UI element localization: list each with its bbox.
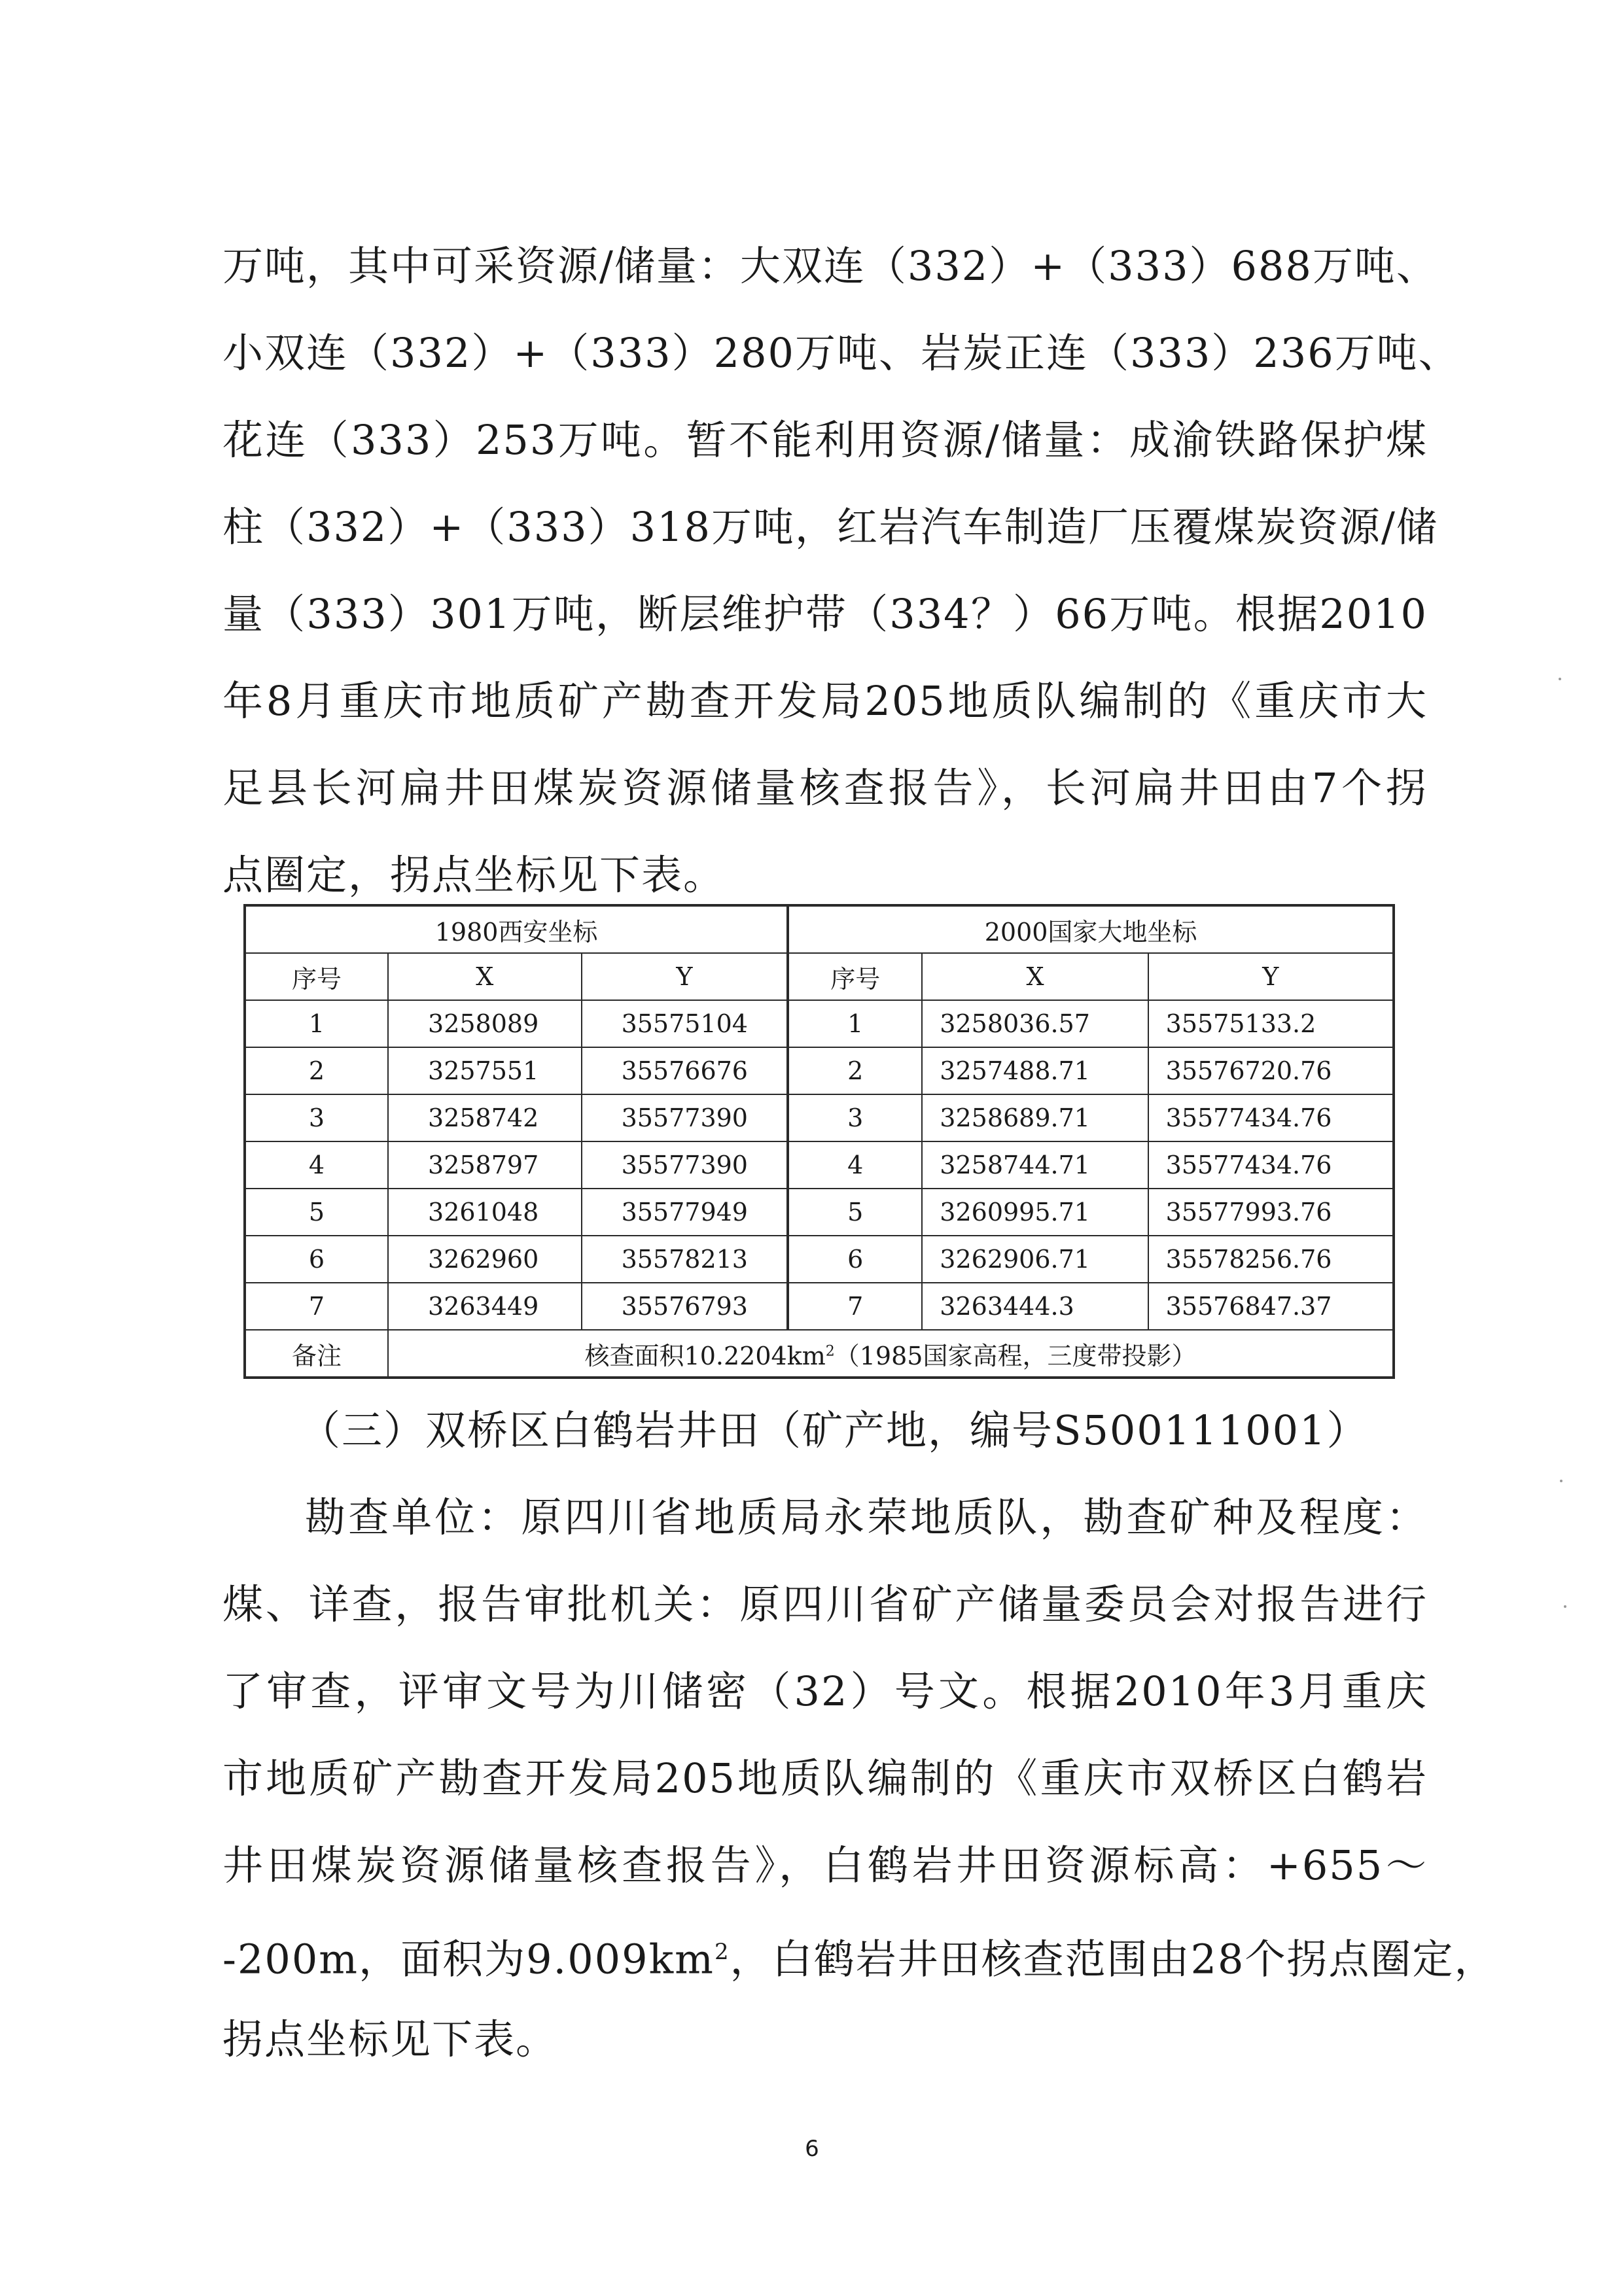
scan-speck <box>1560 1480 1562 1482</box>
cell-x: 3258797 <box>388 1141 582 1189</box>
header-2000-national: 2000国家大地坐标 <box>788 905 1394 953</box>
cell-seq: 4 <box>245 1141 388 1189</box>
remark-label: 备注 <box>245 1330 388 1378</box>
paragraph-line <box>222 1909 1496 1996</box>
table-row <box>245 1189 1394 1236</box>
area-superscript: 2 <box>714 1939 730 1965</box>
cell-seq: 7 <box>245 1283 388 1330</box>
cell-x: 3262906.71 <box>922 1236 1148 1283</box>
cell-y: 35578213 <box>582 1236 788 1283</box>
col-y-header: Y <box>1148 953 1394 1000</box>
cell-x: 3258089 <box>388 1000 582 1047</box>
cell-seq: 2 <box>245 1047 388 1094</box>
scan-speck <box>1559 678 1561 680</box>
cell-seq: 3 <box>788 1094 922 1141</box>
remark-text <box>388 1330 1394 1378</box>
paragraph-line: 花连（333）253万吨。暂不能利用资源/储量：成渝铁路保护煤 <box>222 416 1428 464</box>
remark-area: 核查面积10.2204km <box>584 1341 826 1370</box>
cell-x: 3257551 <box>388 1047 582 1094</box>
cell-seq: 5 <box>245 1189 388 1236</box>
cell-y: 35578256.76 <box>1148 1236 1394 1283</box>
cell-x: 3258742 <box>388 1094 582 1141</box>
cell-seq: 2 <box>788 1047 922 1094</box>
line-part: ，白鹤岩井田核查范围由28个拐点圈定， <box>730 1935 1496 1983</box>
table-row <box>245 1094 1394 1141</box>
cell-x: 3261048 <box>388 1189 582 1236</box>
cell-y: 35577434.76 <box>1148 1094 1394 1141</box>
cell-y: 35577434.76 <box>1148 1141 1394 1189</box>
cell-y: 35576793 <box>582 1283 788 1330</box>
paragraph-line: 井田煤炭资源储量核查报告》，白鹤岩井田资源标高：+655～ <box>222 1841 1428 1889</box>
paragraph-line: 年8月重庆市地质矿产勘查开发局205地质队编制的《重庆市大 <box>222 677 1428 725</box>
header-1980-xian: 1980西安坐标 <box>245 905 788 953</box>
paragraph-line: 勘查单位：原四川省地质局永荣地质队，勘查矿种及程度： <box>305 1493 1428 1541</box>
cell-seq: 5 <box>788 1189 922 1236</box>
cell-x: 3257488.71 <box>922 1047 1148 1094</box>
table-row <box>245 1000 1394 1047</box>
cell-y: 35577993.76 <box>1148 1189 1394 1236</box>
cell-seq: 1 <box>245 1000 388 1047</box>
col-y-header: Y <box>582 953 788 1000</box>
cell-x: 3258036.57 <box>922 1000 1148 1047</box>
table-row <box>245 1047 1394 1094</box>
cell-seq: 4 <box>788 1141 922 1189</box>
scan-speck <box>1564 1605 1566 1608</box>
paragraph-line: 足县长河扁井田煤炭资源储量核查报告》，长河扁井田由7个拐 <box>222 764 1428 812</box>
paragraph-line: 小双连（332）+（333）280万吨、岩炭正连（333）236万吨、 <box>222 329 1460 377</box>
paragraph-line: 量（333）301万吨，断层维护带（334？）66万吨。根据2010 <box>222 590 1428 638</box>
cell-x: 3262960 <box>388 1236 582 1283</box>
col-x-header: X <box>388 953 582 1000</box>
remark-note: （1985国家高程，三度带投影） <box>834 1341 1197 1370</box>
paragraph-line: 了审查，评审文号为川储密（32）号文。根据2010年3月重庆 <box>222 1667 1428 1715</box>
table-column-header-row <box>245 953 1394 1000</box>
cell-x: 3263444.3 <box>922 1283 1148 1330</box>
table-row <box>245 1283 1394 1330</box>
cell-x: 3260995.71 <box>922 1189 1148 1236</box>
remark-area-superscript: 2 <box>825 1342 835 1359</box>
cell-y: 35576720.76 <box>1148 1047 1394 1094</box>
cell-seq: 6 <box>245 1236 388 1283</box>
cell-seq: 7 <box>788 1283 922 1330</box>
cell-y: 35575133.2 <box>1148 1000 1394 1047</box>
cell-y: 35576676 <box>582 1047 788 1094</box>
paragraph-baiheyan-exploration <box>222 1474 1496 2083</box>
cell-x: 3258689.71 <box>922 1094 1148 1141</box>
paragraph-coal-reserves <box>222 222 1460 918</box>
paragraph-line: 市地质矿产勘查开发局205地质队编制的《重庆市双桥区白鹤岩 <box>222 1754 1428 1802</box>
cell-y: 35577390 <box>582 1141 788 1189</box>
paragraph-line: 柱（332）+（333）318万吨，红岩汽车制造厂压覆煤炭资源/储 <box>222 503 1438 551</box>
paragraph-line: 点圈定，拐点坐标见下表。 <box>222 851 726 899</box>
line-part: -200m，面积为9.009km <box>222 1935 715 1983</box>
table-row <box>245 1141 1394 1189</box>
cell-y: 35577949 <box>582 1189 788 1236</box>
col-x-header: X <box>922 953 1148 1000</box>
paragraph-line: 万吨，其中可采资源/储量：大双连（332）+（333）688万吨、 <box>222 242 1438 290</box>
cell-seq: 3 <box>245 1094 388 1141</box>
cell-x: 3263449 <box>388 1283 582 1330</box>
paragraph-line: 拐点坐标见下表。 <box>222 2015 558 2063</box>
cell-y: 35577390 <box>582 1094 788 1141</box>
paragraph-line: 煤、详查，报告审批机关：原四川省矿产储量委员会对报告进行 <box>222 1580 1428 1628</box>
col-seq-header: 序号 <box>245 953 388 1000</box>
col-seq-header: 序号 <box>788 953 922 1000</box>
cell-x: 3258744.71 <box>922 1141 1148 1189</box>
table-remark-row <box>245 1330 1394 1378</box>
table-group-header-row <box>245 905 1394 953</box>
turning-point-coordinate-table <box>243 904 1395 1379</box>
cell-seq: 1 <box>788 1000 922 1047</box>
table-row <box>245 1236 1394 1283</box>
cell-y: 35576847.37 <box>1148 1283 1394 1330</box>
cell-y: 35575104 <box>582 1000 788 1047</box>
page-number: 6 <box>805 2136 819 2162</box>
section-heading-baiheyan: （三）双桥区白鹤岩井田（矿产地，编号S500111001） <box>300 1406 1369 1454</box>
cell-seq: 6 <box>788 1236 922 1283</box>
